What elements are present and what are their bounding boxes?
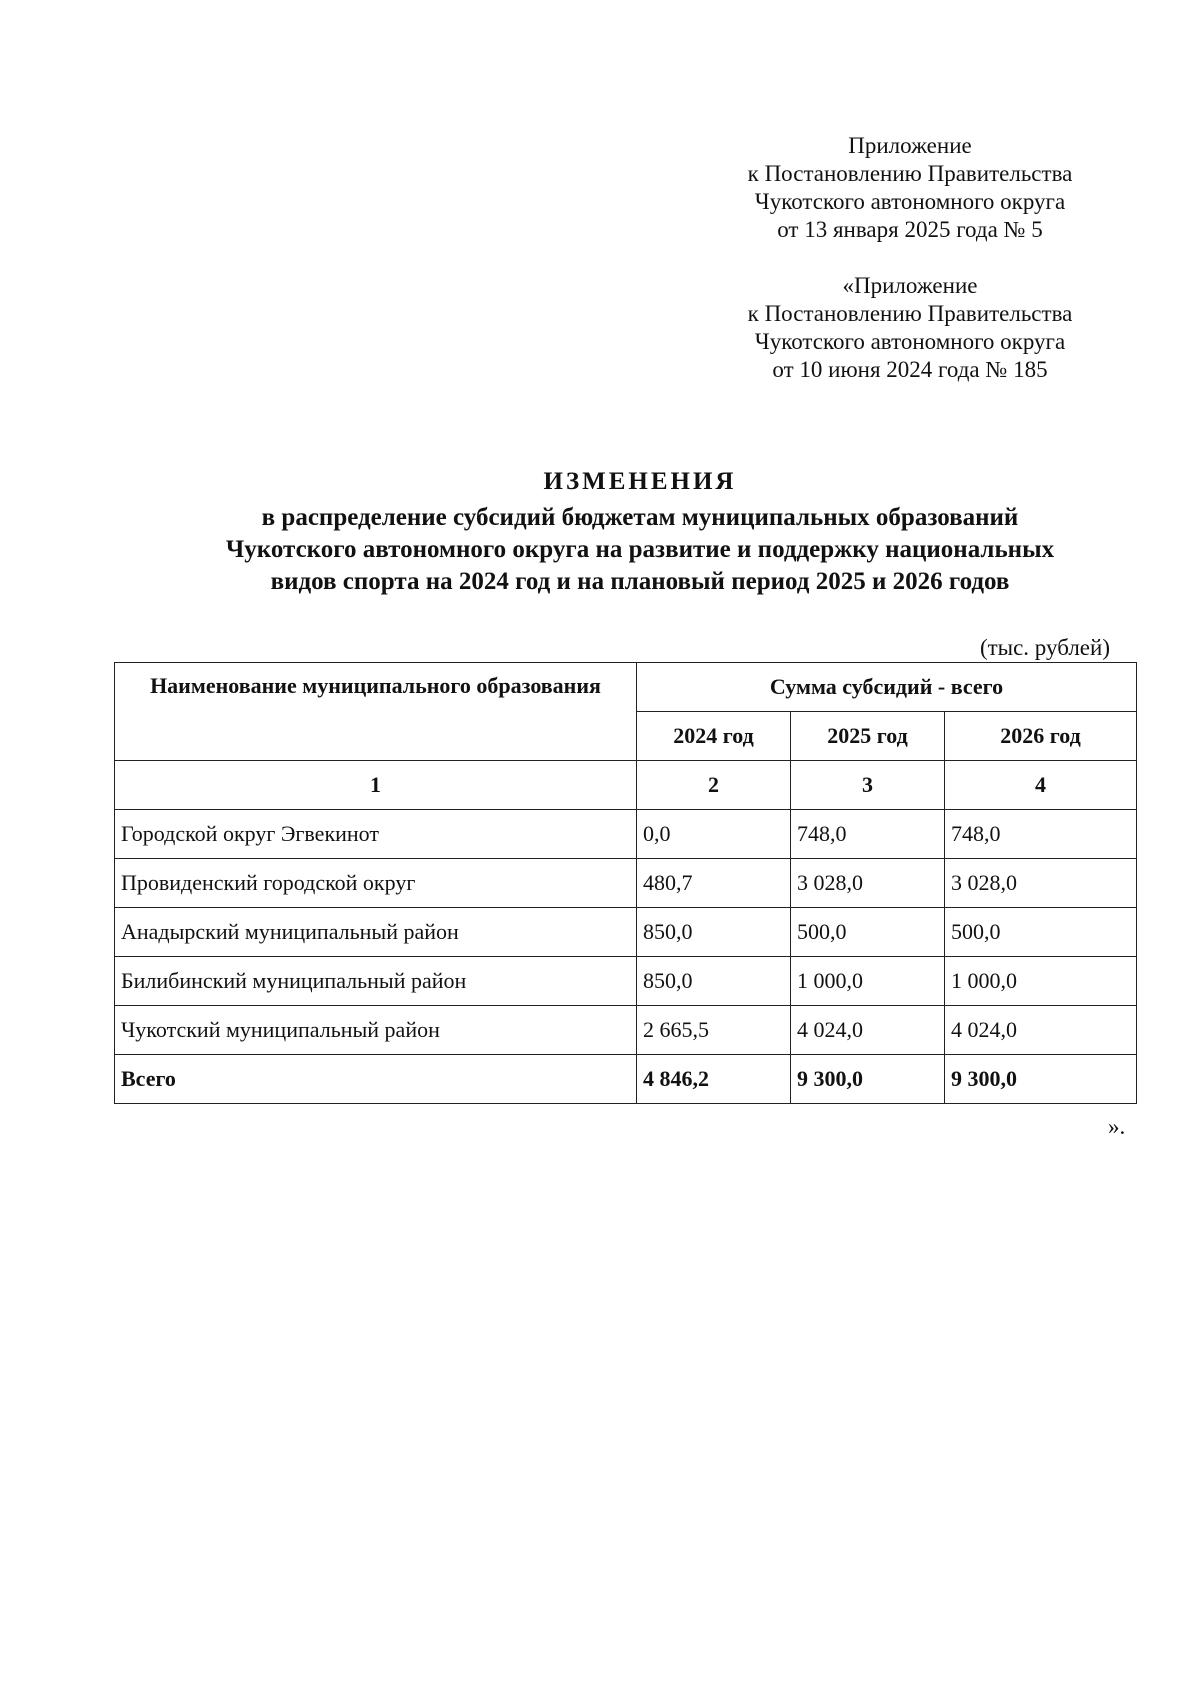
value-2024: 850,0	[637, 957, 791, 1006]
appendix-header-current	[700, 132, 1120, 244]
appendix-line: Приложение	[848, 133, 972, 158]
header-year-2025: 2025 год	[791, 712, 945, 761]
column-number: 3	[791, 761, 945, 810]
value-2026: 748,0	[945, 810, 1137, 859]
value-2025: 4 024,0	[791, 1006, 945, 1055]
header-year-2024: 2024 год	[637, 712, 791, 761]
closing-quote: ».	[1108, 1114, 1126, 1139]
appendix-header-previous	[700, 272, 1120, 384]
total-label: Всего	[115, 1055, 637, 1104]
value-2026: 1 000,0	[945, 957, 1137, 1006]
table-row	[115, 908, 1137, 957]
municipality-name: Анадырский муниципальный район	[115, 908, 637, 957]
value-2025: 748,0	[791, 810, 945, 859]
value-2024: 2 665,5	[637, 1006, 791, 1055]
appendix-line: от 10 июня 2024 года № 185	[772, 357, 1048, 382]
total-2024: 4 846,2	[637, 1055, 791, 1104]
table-row	[115, 957, 1137, 1006]
value-2026: 500,0	[945, 908, 1137, 957]
total-2026: 9 300,0	[945, 1055, 1137, 1104]
title-main: ИЗМЕНЕНИЯ	[543, 468, 737, 495]
value-2024: 0,0	[637, 810, 791, 859]
column-number: 1	[115, 761, 637, 810]
header-year-2026: 2026 год	[945, 712, 1137, 761]
title-line: в распределение субсидий бюджетам муниципальных образований	[261, 504, 1019, 531]
value-2025: 3 028,0	[791, 859, 945, 908]
table-row	[115, 1006, 1137, 1055]
total-2025: 9 300,0	[791, 1055, 945, 1104]
units-label: (тыс. рублей)	[979, 635, 1110, 660]
municipality-name: Провиденский городской округ	[115, 859, 637, 908]
value-2024: 850,0	[637, 908, 791, 957]
column-numbers-row	[115, 761, 1137, 810]
subsidies-table	[114, 662, 1137, 1104]
municipality-name: Городской округ Эгвекинот	[115, 810, 637, 859]
table-row	[115, 810, 1137, 859]
value-2026: 3 028,0	[945, 859, 1137, 908]
value-2025: 500,0	[791, 908, 945, 957]
value-2025: 1 000,0	[791, 957, 945, 1006]
header-row	[115, 663, 1137, 712]
appendix-line: Чукотского автономного округа	[754, 189, 1066, 214]
municipality-name: Билибинский муниципальный район	[115, 957, 637, 1006]
appendix-line: к Постановлению Правительства	[747, 301, 1073, 326]
column-number: 4	[945, 761, 1137, 810]
header-name: Наименование муниципального образования	[115, 663, 637, 761]
appendix-line: Чукотского автономного округа	[754, 329, 1066, 354]
title-line: видов спорта на 2024 год и на плановый период 2025 и 2026 годов	[270, 568, 1010, 595]
column-number: 2	[637, 761, 791, 810]
total-row	[115, 1055, 1137, 1104]
document-title	[100, 466, 1180, 598]
table-row	[115, 859, 1137, 908]
value-2024: 480,7	[637, 859, 791, 908]
appendix-line: к Постановлению Правительства	[747, 161, 1073, 186]
appendix-line: «Приложение	[842, 273, 978, 298]
title-line: Чукотского автономного округа на развитие и поддержку национальных	[225, 536, 1055, 563]
header-sum: Сумма субсидий - всего	[637, 663, 1137, 712]
appendix-line: от 13 января 2025 года № 5	[777, 217, 1043, 242]
value-2026: 4 024,0	[945, 1006, 1137, 1055]
municipality-name: Чукотский муниципальный район	[115, 1006, 637, 1055]
